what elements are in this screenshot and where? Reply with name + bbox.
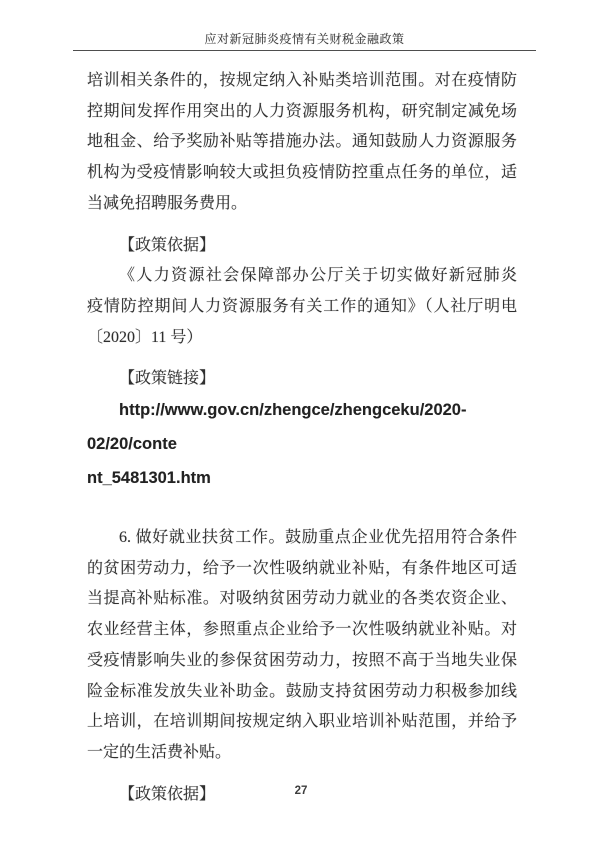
text-line: 当减免招聘服务费用。	[87, 194, 248, 212]
text-line: 险金标准发放失业补助金。鼓励支持贫困劳动力积极参加线	[87, 682, 517, 700]
paragraph-section-6	[87, 523, 517, 769]
text-line: 机构为受疫情影响较大或担负疫情防控重点任务的单位，适	[87, 164, 517, 182]
header-divider	[73, 50, 536, 51]
page-number: 27	[294, 785, 308, 797]
text-line: 疫情防控期间人力资源服务有关工作的通知》（人社厅明电	[87, 297, 517, 315]
text-line: 6. 做好就业扶贫工作。鼓励重点企业优先招用符合条件	[119, 529, 517, 547]
policy-link-label: 【政策链接】	[119, 370, 216, 388]
page-header	[73, 33, 536, 51]
policy-basis-label: 【政策依据】	[119, 236, 216, 254]
policy-link-url	[87, 393, 517, 495]
text-line: 一定的生活费补贴。	[87, 743, 232, 761]
policy-basis-heading	[87, 231, 517, 262]
text-line: 当提高补贴标准。对吸纳贫困劳动力就业的各类农资企业、	[87, 590, 517, 608]
policy-basis-label: 【政策依据】	[119, 785, 216, 803]
text-line: 〔2020〕11 号）	[87, 328, 203, 346]
text-line: 农业经营主体，参照重点企业给予一次性吸纳就业补贴。对	[87, 621, 517, 639]
text-line: 地租金、给予奖励补贴等措施办法。通知鼓励人力资源服务	[87, 133, 517, 151]
url-line: nt_5481301.htm	[87, 469, 211, 488]
document-body	[87, 66, 517, 810]
paragraph-policy-basis	[87, 261, 517, 353]
text-line: 受疫情影响失业的参保贫困劳动力，按照不高于当地失业保	[87, 651, 517, 669]
paragraph-training-continuation	[87, 66, 517, 220]
policy-link-heading	[87, 364, 517, 395]
header-title: 应对新冠肺炎疫情有关财税金融政策	[204, 32, 405, 46]
text-line: 上培训，在培训期间按规定纳入职业培训补贴范围，并给予	[87, 713, 517, 731]
text-line: 控期间发挥作用突出的人力资源服务机构，研究制定减免场	[87, 102, 517, 120]
text-line: 的贫困劳动力，给予一次性吸纳就业补贴，有条件地区可适	[87, 559, 517, 577]
url-line: http://www.gov.cn/zhengce/zhengceku/2020-02/20/conte	[87, 401, 467, 454]
text-line: 《人力资源社会保障部办公厅关于切实做好新冠肺炎	[119, 267, 517, 285]
text-line: 培训相关条件的，按规定纳入补贴类培训范围。对在疫情防	[87, 72, 517, 89]
